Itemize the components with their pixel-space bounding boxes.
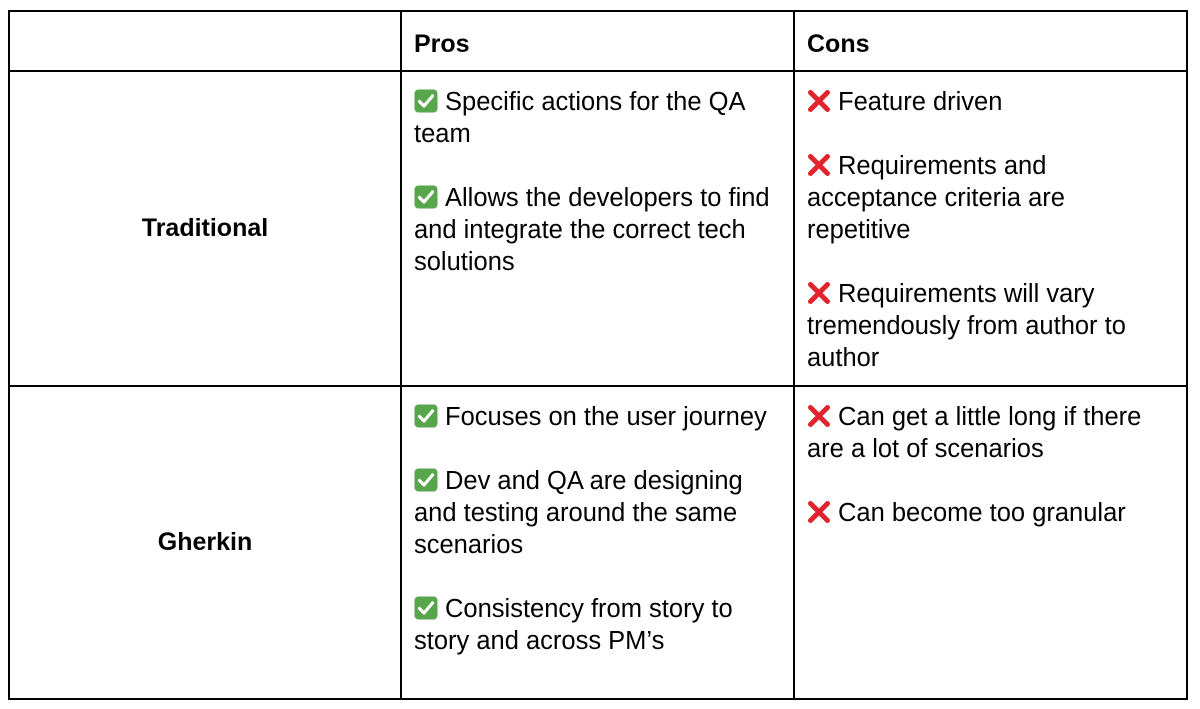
con-item-text: Feature driven — [838, 88, 1003, 116]
check-mark-button-icon — [414, 468, 438, 492]
con-item-text: Requirements will vary tremendously from author to author — [807, 280, 1126, 372]
cross-mark-icon — [807, 281, 831, 305]
con-item — [807, 86, 1174, 118]
pro-item-text: Specific actions for the QA team — [414, 88, 745, 148]
table-row-gherkin — [9, 386, 1187, 699]
check-mark-button-icon — [414, 596, 438, 620]
cross-mark-icon — [807, 89, 831, 113]
pro-item-text: Consistency from story to story and across PM’s — [414, 595, 733, 655]
cross-mark-icon — [807, 404, 831, 428]
pros-cell-gherkin — [401, 386, 794, 699]
cons-cell-gherkin — [794, 386, 1187, 699]
header-cell-empty — [9, 11, 401, 71]
con-item-text: Requirements and acceptance criteria are repetitive — [807, 152, 1065, 244]
con-item — [807, 150, 1174, 246]
header-row — [9, 11, 1187, 71]
con-item — [807, 497, 1174, 529]
check-mark-button-icon — [414, 185, 438, 209]
row-label-traditional: Traditional — [9, 71, 401, 386]
row-label-gherkin: Gherkin — [9, 386, 401, 699]
pro-item — [414, 86, 781, 150]
cross-mark-icon — [807, 500, 831, 524]
pro-item-text: Allows the developers to find and integrate the correct tech solutions — [414, 184, 770, 276]
pro-item-text: Focuses on the user journey — [445, 403, 767, 431]
cross-mark-icon — [807, 153, 831, 177]
pros-cell-traditional — [401, 71, 794, 386]
comparison-table — [8, 10, 1188, 700]
con-item — [807, 278, 1174, 374]
con-item-text: Can become too granular — [838, 499, 1126, 527]
header-cell-pros: Pros — [401, 11, 794, 71]
header-cell-cons: Cons — [794, 11, 1187, 71]
pro-item-text: Dev and QA are designing and testing around the same scenarios — [414, 467, 743, 559]
pro-item — [414, 465, 781, 561]
check-mark-button-icon — [414, 89, 438, 113]
check-mark-button-icon — [414, 404, 438, 428]
table-row-traditional — [9, 71, 1187, 386]
comparison-table-container — [8, 10, 1188, 700]
pro-item — [414, 593, 781, 657]
con-item — [807, 401, 1174, 465]
pro-item — [414, 401, 781, 433]
cons-cell-traditional — [794, 71, 1187, 386]
pro-item — [414, 182, 781, 278]
con-item-text: Can get a little long if there are a lot of scenarios — [807, 403, 1142, 463]
